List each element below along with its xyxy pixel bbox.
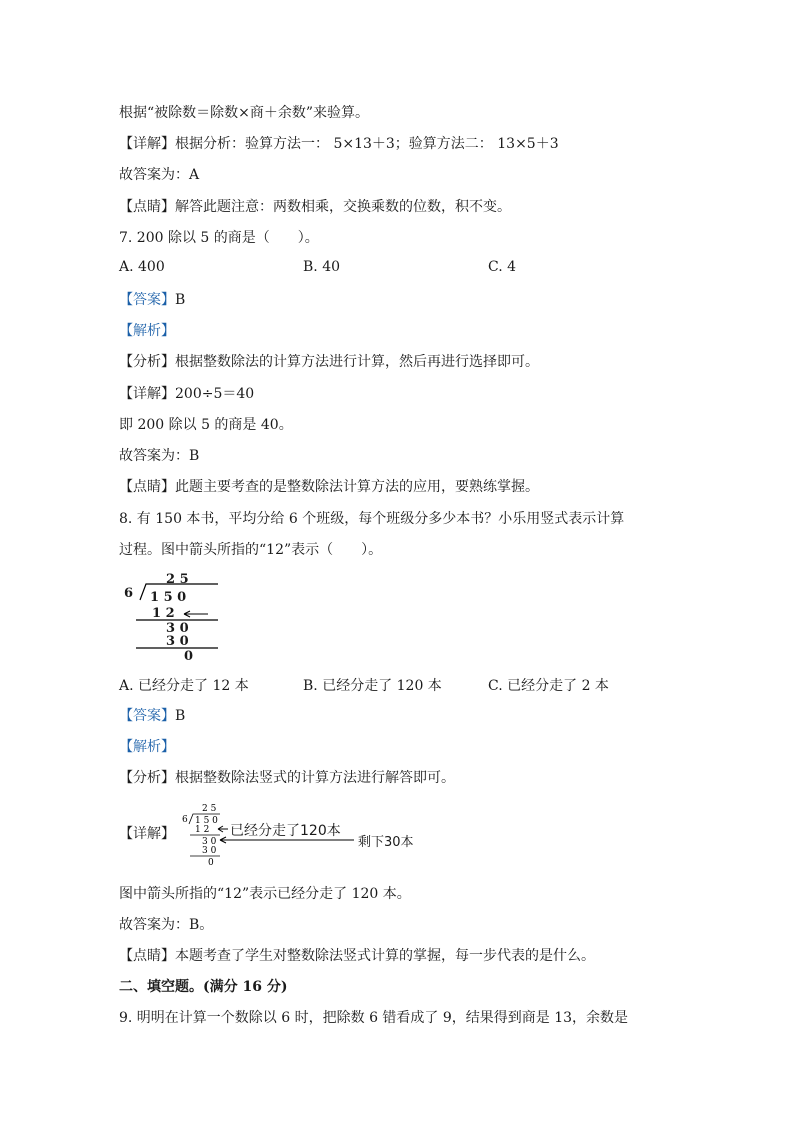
- q7-detail-2: 即 200 除以 5 的商是 40。: [119, 417, 293, 433]
- analysis-tag: 【分析】: [119, 354, 175, 370]
- q8-option-b: B. 已经分走了 120 本: [303, 678, 442, 694]
- tip-text: 解答此题注意：两数相乘，交换乘数的位数，积不变。: [175, 199, 511, 215]
- q8-option-a: A. 已经分走了 12 本: [119, 678, 249, 694]
- q8-answer: [119, 706, 185, 726]
- svg-text:1 2: 1 2: [195, 825, 210, 835]
- detail-text: 200÷5＝40: [175, 386, 255, 402]
- q7-option-c: C. 4: [488, 259, 517, 275]
- text-line: 根据“被除数＝除数×商＋余数”来验算。: [119, 105, 370, 121]
- svg-text:6: 6: [182, 815, 188, 825]
- analysis-tag: 【分析】: [119, 770, 175, 786]
- svg-text:0: 0: [208, 858, 214, 868]
- q8-tip: [119, 946, 595, 966]
- tip-tag: 【点睛】: [119, 948, 175, 964]
- annotation-given: 已经分走了120本: [230, 823, 341, 839]
- answer-line: 故答案为：A: [119, 167, 200, 183]
- section-heading: 二、填空题。(满分 16 分): [119, 979, 288, 995]
- q8-result: 故答案为：B。: [119, 917, 214, 933]
- tip-text: 本题考查了学生对整数除法竖式计算的掌握，每一步代表的是什么。: [175, 948, 595, 964]
- q7-parse-tag: 【解析】: [119, 323, 175, 339]
- q8-parse-tag: 【解析】: [119, 739, 175, 755]
- division-step-3: 3 0: [166, 634, 189, 649]
- answer-value: B: [175, 292, 186, 308]
- analysis-text: 根据整数除法的计算方法进行计算，然后再进行选择即可。: [175, 354, 539, 370]
- q7-tip: [119, 477, 539, 497]
- tip-tag: 【点睛】: [119, 479, 175, 495]
- division-step-1: 1 2: [152, 606, 175, 621]
- q7-option-a: A. 400: [119, 259, 165, 275]
- division-step-2: 3 0: [166, 621, 189, 636]
- q7-detail: [119, 384, 254, 404]
- q8-detail-tag: 【详解】: [119, 826, 175, 842]
- q8-option-c: C. 已经分走了 2 本: [488, 678, 609, 694]
- division-quotient: 2 5: [166, 572, 189, 587]
- svg-text:3 0: 3 0: [202, 837, 217, 847]
- analysis-text: 根据整数除法竖式的计算方法进行解答即可。: [175, 770, 455, 786]
- answer-tag: 【答案】: [119, 292, 175, 308]
- q7-option-b: B. 40: [303, 259, 341, 275]
- detail-text: 根据分析：验算方法一： 5×13＋3；验算方法二： 13×5＋3: [175, 136, 559, 152]
- tip-text: 此题主要考查的是整数除法计算方法的应用，要熟练掌握。: [175, 479, 539, 495]
- division-dividend: 1 5 0: [150, 590, 187, 605]
- question-9: 9. 明明在计算一个数除以 6 时，把除数 6 错看成了 9，结果得到商是 13，余数是: [119, 1010, 629, 1026]
- svg-text:1 5 0: 1 5 0: [195, 816, 218, 826]
- tip-line: [119, 197, 511, 217]
- detail-tag: 【详解】: [119, 136, 175, 152]
- q7-result: 故答案为：B: [119, 448, 200, 464]
- division-remainder: 0: [184, 649, 194, 664]
- svg-text:3 0: 3 0: [202, 846, 217, 856]
- question-7: 7. 200 除以 5 的商是（ ）。: [119, 230, 319, 246]
- q8-detail-2: 图中箭头所指的“12”表示已经分走了 120 本。: [119, 886, 411, 902]
- answer-tag: 【答案】: [119, 708, 175, 724]
- q7-analysis: [119, 352, 539, 372]
- detail-tag: 【详解】: [119, 386, 175, 402]
- tip-tag: 【点睛】: [119, 199, 175, 215]
- q7-answer: [119, 290, 185, 310]
- q8-analysis: [119, 768, 455, 788]
- annotation-remaining: 剩下30本: [358, 835, 414, 850]
- division-divisor: 6: [124, 586, 134, 601]
- question-8-line-1: 8. 有 150 本书，平均分给 6 个班级，每个班级分多少本书？小乐用竖式表示计算: [119, 511, 625, 527]
- annotated-division-figure: [180, 800, 430, 870]
- question-8-line-2: 过程。图中箭头所指的“12”表示（ ）。: [119, 542, 383, 558]
- long-division-figure: [120, 570, 230, 665]
- detail-line: [119, 134, 559, 154]
- answer-value: B: [175, 708, 186, 724]
- svg-text:2 5: 2 5: [202, 804, 217, 814]
